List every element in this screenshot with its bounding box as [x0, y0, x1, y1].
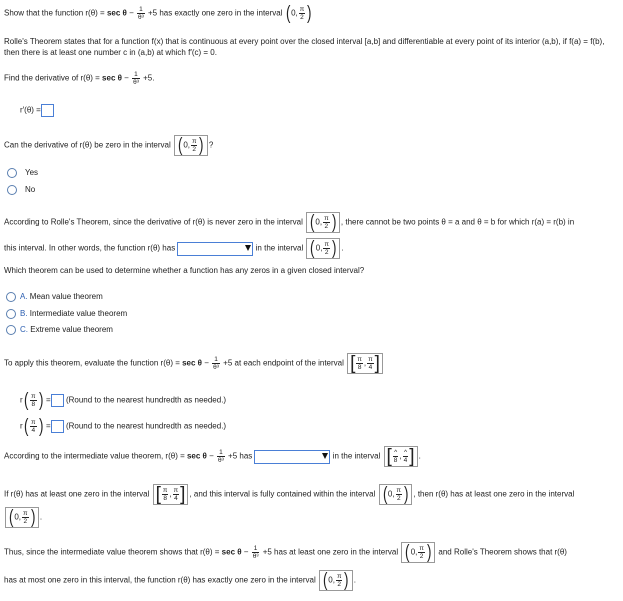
rolle-theorem-statement: Rolle's Theorem states that for a function f(x) that is continuous at every point over the closed interval [a,b] and differentiable at every point of its interior (a,b), if f(a) = f(b), then there is at least one number c in (a,b) at which f′(c) = 0. [4, 37, 605, 57]
eval-pi-4-input[interactable] [51, 420, 64, 433]
option-a[interactable]: A. Mean value theorem [6, 291, 103, 303]
containment-text-line2: (0, $\frac{\pi}{2}$ ) . [4, 507, 42, 528]
chevron-down-icon [322, 453, 328, 459]
thus-text-line1: Thus, since the intermediate value theorem shows that r(θ) = sec θ − $\frac{1}{\text{θ³}}$ +5 has at least one zero in the interval (0, $\frac{\pi}{2}$ ) and Rolle's Theorem shows that r(θ) [4, 542, 567, 563]
radio-option-c[interactable] [6, 325, 16, 335]
radio-option-b[interactable] [6, 309, 16, 319]
rolle-conclusion-line2: this interval. In other words, the function r(θ) has in the interval (0, $\frac{\pi}{2}$ ) . [4, 238, 344, 259]
zero-question: Can the derivative of r(θ) be zero in the interval (0, $\frac{\pi}{2}$ ) ? [4, 135, 214, 156]
derivative-question: Find the derivative of r(θ) = sec θ − $\frac{1}{\text{θ³}}$ +5. [4, 71, 155, 86]
which-theorem-question: Which theorem can be used to determine whether a function has any zeros in a given closed interval? [4, 266, 365, 275]
radio-yes-row[interactable]: Yes [7, 167, 38, 179]
derivative-answer-row: r′(θ) = [20, 104, 54, 117]
zeros-dropdown-2[interactable] [254, 450, 330, 464]
eval-pi-8-input[interactable] [51, 394, 64, 407]
thus-text-line2: has at most one zero in this interval, the function r(θ) has exactly one zero in the interval (0, $\frac{\pi}{2}$ ) . [4, 570, 356, 591]
radio-no-row[interactable]: No [7, 184, 35, 196]
zeros-dropdown-1[interactable] [177, 242, 253, 256]
eval-row-pi-4: r( $\frac{\pi}{4}$ ) = (Round to the nearest hundredth as needed.) [20, 416, 227, 437]
radio-yes[interactable] [7, 168, 17, 178]
ivt-conclusion: According to the intermediate value theorem, r(θ) = sec θ − $\frac{1}{\text{θ³}}$ +5 has in the interval [ $\frac{\^{}}{8}$ , $\frac{\^{}}{4}$ ] . [4, 446, 421, 467]
rolle-conclusion-line1: According to Rolle's Theorem, since the derivative of r(θ) is never zero in the interval (0, $\frac{\pi}{2}$ ) , there cannot be two points θ = a and θ = b for which r(a) = r(b) in [4, 212, 575, 233]
option-b[interactable]: B. Intermediate value theorem [6, 308, 127, 320]
eval-row-pi-8: r( $\frac{\pi}{8}$ ) = (Round to the nearest hundredth as needed.) [20, 390, 227, 411]
apply-theorem-text: To apply this theorem, evaluate the function r(θ) = sec θ − $\frac{1}{\text{θ³}}$ +5 at each endpoint of the interval [ $\frac{\pi}{8}$ , $\frac{\pi}{4}$ ] [4, 353, 384, 374]
option-c[interactable]: C. Extreme value theorem [6, 324, 113, 336]
chevron-down-icon [245, 245, 251, 251]
radio-no[interactable] [7, 185, 17, 195]
problem-statement: Show that the function r(θ) = sec θ − $\frac{1}{\text{θ³}}$ +5 has exactly one zero in the interval (0, $\frac{\pi}{2}$ ) [4, 3, 312, 24]
radio-option-a[interactable] [6, 292, 16, 302]
fraction: $\frac{1}{\text{θ³}}$ [137, 6, 144, 21]
derivative-answer-input[interactable] [41, 104, 54, 117]
containment-text-line1: If r(θ) has at least one zero in the interval [ $\frac{\pi}{8}$ , $\frac{\pi}{4}$ ] , and this interval is fully contained within the interval (0, $\frac{\pi}{2}$ ) , then r(θ) has at least one zero in the interval [4, 484, 575, 505]
interval-box: (0, $\frac{\pi}{2}$ ) [174, 135, 208, 156]
